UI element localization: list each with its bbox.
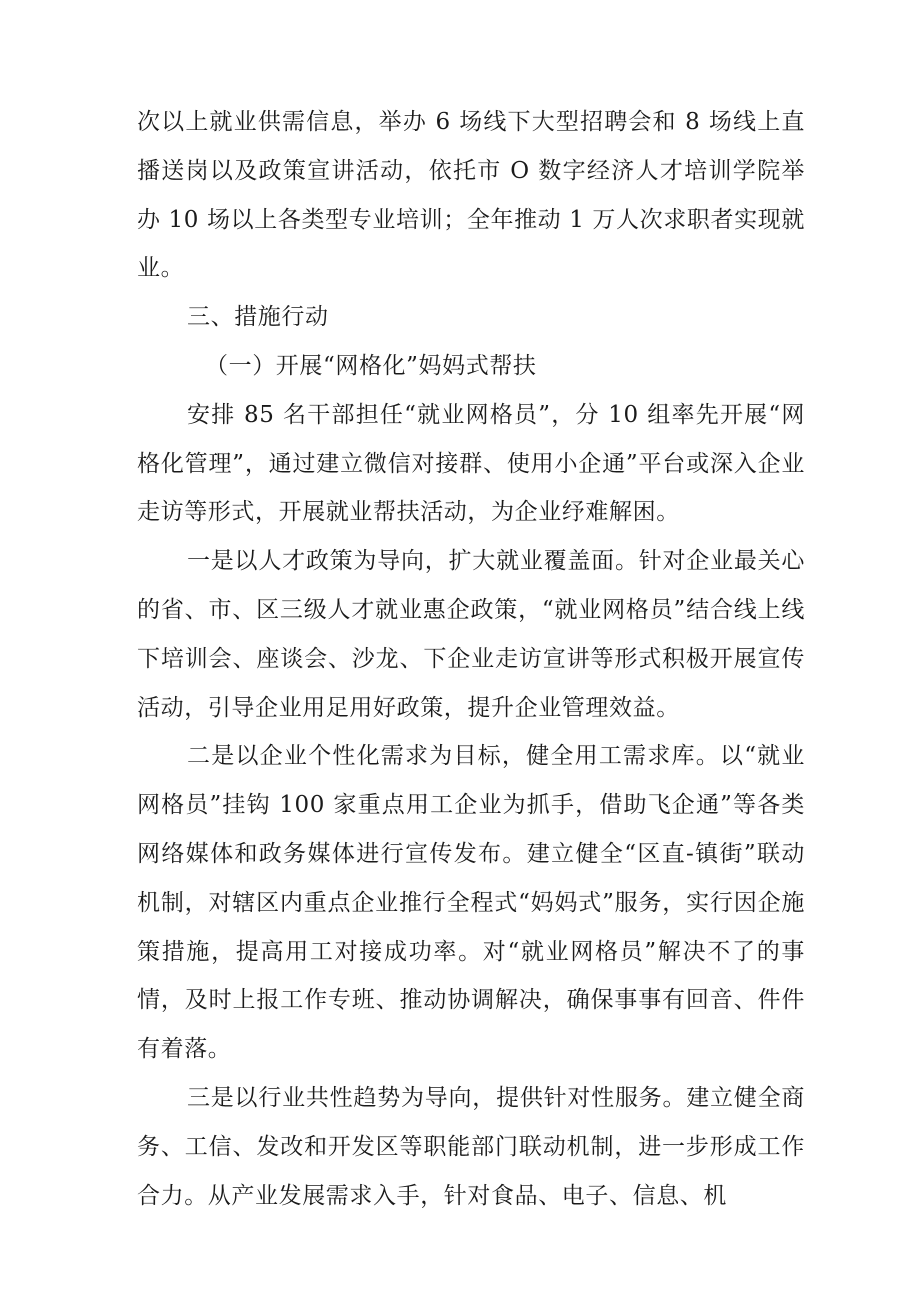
paragraph-point-two: 二是以企业个性化需求为目标，健全用工需求库。以“就业网格员”挂钩 100 家重点用工企业为抓手，借助飞企通”等各类网络媒体和政务媒体进行宣传发布。建立健全“区直-镇街”联动机制，对辖区内重点企业推行全程式“妈妈式”服务，实行因企施策措施，提高用工对接成功率。对“就业网格员”解决不了的事情，及时上报工作专班、推动协调解决，确保事事有回音、件件有着落。: [137, 743, 805, 1063]
paragraph-point-one: 一是以人才政策为导向，扩大就业覆盖面。针对企业最关心的省、市、区三级人才就业惠企政策，“就业网格员”结合线上线下培训会、座谈会、沙龙、下企业走访宣讲等形式积极开展宣传活动，引导企业用足用好政策，提升企业管理效益。: [137, 548, 805, 721]
subsection-heading: （一）开展“网格化”妈妈式帮扶: [205, 352, 537, 379]
paragraph-intro-tail: 次以上就业供需信息，举办 6 场线下大型招聘会和 8 场线上直播送岗以及政策宣讲活动，依托市 O 数字经济人才培训学院举办 10 场以上各类型专业培训；全年推动 1 万人次求职者实现就业。: [137, 109, 805, 282]
document-body: [137, 98, 805, 1220]
section-heading: 三、措施行动: [187, 304, 329, 331]
paragraph-arrangement: 安排 85 名干部担任“就业网格员”，分 10 组率先开展“网格化管理”，通过建立微信对接群、使用小企通”平台或深入企业走访等形式，开展就业帮扶活动，为企业纾难解困。: [137, 401, 805, 526]
paragraph-point-three: 三是以行业共性趋势为导向，提供针对性服务。建立健全商务、工信、发改和开发区等职能部门联动机制，进一步形成工作合力。从产业发展需求入手，针对食品、电子、信息、机: [137, 1084, 805, 1209]
